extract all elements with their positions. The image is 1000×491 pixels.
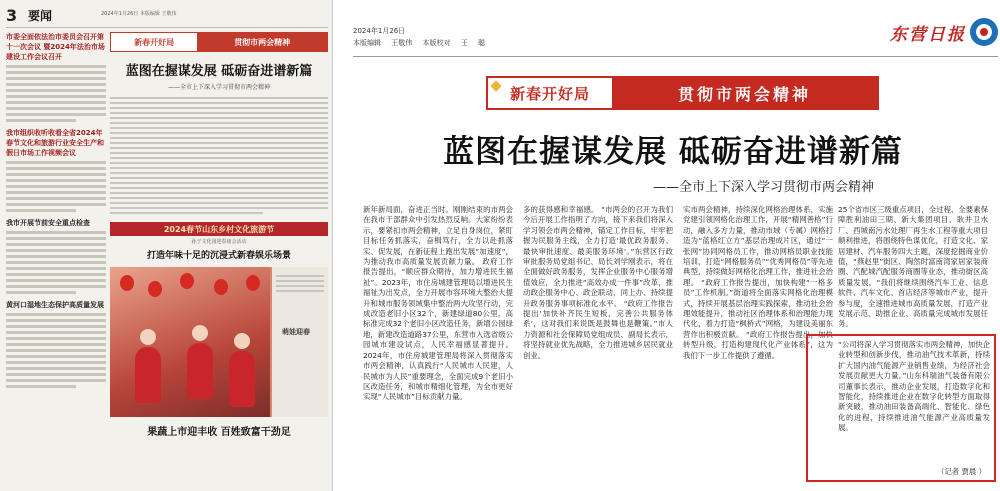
proofreader-name: 王 (460, 39, 468, 47)
mini-page-header (6, 6, 328, 28)
column-text: 实市两会精神，持续深化网格治理体系，实施党建引领网格化治理工作，开展“精网善格”行动，融入多方力量，推动市域（专属）网格打造为“蓝格红立方”基层治理成片区，通过“一张网”协同网格员工作，推动网格员职业技能培训，打造“网格服务员”“优秀网格员”等先进典型，持续做好网格化治理工作，推进社会治理。 “政府工作报告提出，加快构建“一格多员”工作机制。”街道将全面落实网格化治理模式，持续开展基层治理实践探索，推动社会治理效能提升，推动社区治理体系和治理能力现代化，着力打造“枫桥式”网格，为建设美丽东营作出积极贡献。 “政府工作报告提出，加快转型升级，打造构建现代化产业体系”，这为我们下一步工作提供了遵循。 (683, 205, 833, 360)
banner-left-panel (488, 78, 612, 108)
mini-article[interactable] (6, 300, 106, 388)
editor-credits (353, 38, 493, 48)
mini-banner (110, 32, 328, 52)
mini-article[interactable] (6, 218, 106, 294)
emblem-icon (970, 18, 998, 46)
mini-festival-title: 打造年味十足的沉浸式新春娱乐场景 (146, 251, 291, 261)
article-column-1 (363, 205, 513, 487)
banner-right-panel (612, 78, 877, 108)
editor-label: 本版编辑 (353, 39, 381, 47)
photo-children-lanterns (110, 267, 270, 417)
banner-right-text: 贯彻市两会精神 (677, 84, 811, 104)
mini-left-column (6, 32, 106, 484)
mini-article-title: 市委全面依法治市委员会召开第十一次会议 暨2024年法治市场建设工作会议召开 (6, 33, 105, 61)
page-header (353, 14, 998, 54)
mini-bottom-title: 果蔬上市迎丰收 百姓致富干劲足 (147, 427, 291, 438)
column-text: 多的获得感和幸福感。 “市两会的召开为我们今后开展工作指明了方向，接下来我们将深入学习领会市两会精神，锚定工作目标，牢牢把握为民服务主线，全力打造‘最优政务服务、最快审批速度、最美服务环境’。”东营区行政审批服务局党组书记、局长刘学刚表示，将在全面做好政务服务，发挥企业服务中心服务增值效应，全力推进“高效办成一件事”改革，推动政企服务中心、政企联动，同上办、持续提升政务服务事项标准化水平。 “政府工作报告提出‘加快补齐民生短板，完善公共服务体系’，这对我们来说既是鼓舞也是鞭策。”市人力资源和社会保障局党组成员、副局长表示，将坚持就业优先战略，全力推进城乡居民就业创业。 (523, 205, 673, 360)
article-column-2 (523, 205, 673, 487)
mini-section-title: 要闻 (28, 9, 53, 23)
mini-festival-banner: 2024春节山东乡村文化旅游节 (110, 222, 328, 236)
mini-article-title: 黄河口湿地生态保护高质量发展 (6, 301, 104, 309)
mini-article-title: 我市组织收听收看全省2024年春节文化和旅游行业安全生产和假日市场工作视频会议 (6, 129, 104, 157)
mini-main-column (110, 32, 328, 484)
highlighted-paragraph-box (806, 334, 996, 482)
mini-sidebar-text (272, 267, 328, 417)
editor-name: 王敬伟 (391, 39, 413, 47)
mini-article[interactable] (6, 128, 106, 212)
proofreader-name-2: 聪 (477, 39, 485, 47)
banner-left-text: 新春开好局 (509, 84, 590, 103)
mini-subhead: ——全市上下深入学习贯彻市两会精神 (167, 84, 270, 91)
topic-banner (486, 76, 879, 110)
header-divider (353, 56, 998, 57)
proofreader-label: 本版校对 (422, 39, 451, 47)
banner-ornament-icon (490, 80, 501, 91)
mini-festival-subtitle: 孙子文化园迎春庙会活动 (191, 239, 247, 245)
reporter-credit: （记者 贾晨 ） (936, 467, 986, 476)
mini-article-title: 我市开展节前安全重点检查 (6, 219, 90, 227)
mini-banner-left: 新春开好局 (111, 33, 197, 51)
newspaper-logo: 东营日报 (890, 25, 966, 45)
mini-page-number: 3 (6, 6, 18, 25)
issue-date: 2024年1月26日 (353, 27, 406, 35)
highlighted-paragraph: “公司将深入学习贯彻落实市两会精神，加快企业转型和创新步伐，推动油气技术革新，持续扩大国内油气能源产业销售业绩，为经济社会发展贡献更大力量。”山东科瑞油气装备有限公司董事长表示，推动企业发展，打造数字化和智能化，持续推进企业在数字化转型方面取得新突破，推动油田装备高端化、智能化、绿色化的进程，持续推进油气能源产业高质量发展。 (838, 340, 990, 433)
photo-caption: 萌娃迎春 (282, 328, 310, 336)
mini-banner-right: 贯彻市两会精神 (197, 33, 327, 51)
newspaper-page (343, 0, 1000, 491)
article-headline: 蓝图在握谋发展 砥砺奋进谱新篇 (443, 134, 903, 170)
mini-headline: 蓝图在握谋发展 砥砺奋进谱新篇 (125, 64, 313, 79)
mini-article[interactable] (6, 32, 106, 122)
mini-page-meta: 2024年1月26日 本版编辑 王敬伟 (101, 11, 177, 17)
mini-festival-photo[interactable] (110, 267, 328, 417)
mini-page-thumbnail[interactable] (0, 0, 333, 491)
mini-body-text (110, 97, 328, 214)
article-subheadline: ——全市上下深入学习贯彻市两会精神 (653, 180, 875, 195)
column-text: 新年新局面，奋进正当时。刚刚结束的市两会在我市干部群众中引发热烈反响。大家纷纷表示，要紧扣市两会精神，立足自身岗位，紧盯目标任务抓落实，奋楫笃行，全力以赴抓落实、促发展，在新征程上跑出发展“加速度”，为推动我市高质量发展贡献力量。 政府工作报告提出，“顺应群众期待，加力增进民生福祉”。2023年，市住房城建管理局以增进民生福祉为出发点，全力开展市容环境大整治大提升和城市服务领域集中整治两大攻坚行动，完成改造老旧小区32个，新建绿道80公里，高标准完成32个老旧小区改造任务，新增公园绿地，新建改造道路37公里，东营市入选省级公园城市建设试点，人民幸福感显著提升。2024年，市住房城建管理局将深入贯彻落实市两会精神，认真践行“人民城市人民建，人民城市为人民”重要理念，全面完成9个老旧小区改造任务，和城市精细化管理，为全市更好实现“人民城市”目标贡献力量。 (363, 205, 513, 402)
column-text: 25个省市区三级重点项目，全过程、全要素保障胜利油田三期、新大集团项目、耿井卫水厂、西城南污水处理厂再生水工程等重大项目顺利推进，将围绕特色谋优化，打造文化、家居建材、汽车服务四大主题，深度挖掘商业价值，“燕赵里”街区、陶然时富南湾家居家装商圈、汽配城汽配服务商圈等业态，推动街区高质量发展。“我们将继续围绕汽车工业、信息软件、汽车文化、首店经济等城市产业，提升参与度，全速推进城市高质量发展，打造产业发展示范、助推企业、高质量完成城市发展任务。 (838, 205, 988, 329)
